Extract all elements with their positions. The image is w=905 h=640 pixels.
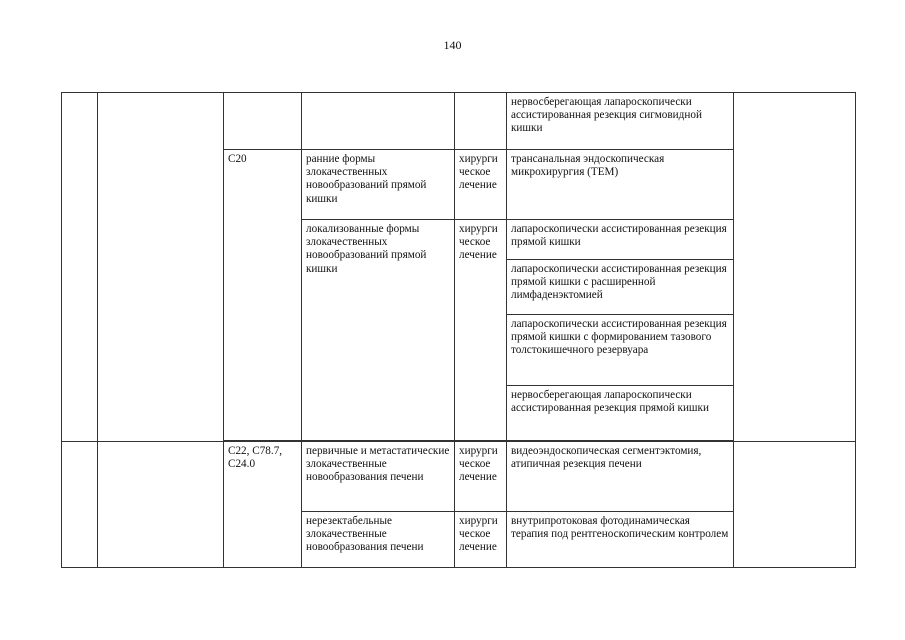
cell-diagnosis: локализованные формы злокачественных новообразований прямой кишки [302,220,455,441]
cell-diagnosis: ранние формы злокачественных новообразований прямой кишки [302,150,455,220]
cell-norm [734,442,856,568]
cell-code: C22, C78.7, C24.0 [224,442,302,568]
cell-number [62,442,98,568]
cell-treatment: хирургическое лечение [455,512,507,568]
cell-code: C20 [224,150,302,441]
cell-number [62,93,98,442]
cell-method: видеоэндоскопическая сегментэктомия, атипичная резекция печени [507,442,734,512]
cell-method: лапароскопически ассистированная резекция прямой кишки с формированием тазового толстокишечного резервуара [507,315,734,386]
medical-care-table [61,92,856,568]
cell-method: внутрипротоковая фотодинамическая терапия под рентгеноскопическим контролем [507,512,734,568]
cell-care-type [98,442,224,568]
cell-treatment [455,93,507,150]
cell-method: лапароскопически ассистированная резекция прямой кишки с расширенной лимфаденэктомией [507,260,734,315]
cell-treatment: хирургическое лечение [455,150,507,220]
table-row [62,93,856,150]
cell-method: лапароскопически ассистированная резекция прямой кишки [507,220,734,260]
cell-code [224,93,302,150]
page-number: 140 [443,38,462,52]
cell-treatment: хирургическое лечение [455,442,507,512]
cell-diagnosis: первичные и метастатические злокачественные новообразования печени [302,442,455,512]
cell-method: нервосберегающая лапароскопически ассистированная резекция сигмовидной кишки [507,93,734,150]
cell-norm [734,93,856,442]
cell-diagnosis: нерезектабельные злокачественные новообразования печени [302,512,455,568]
cell-method: трансанальная эндоскопическая микрохирургия (ТЕМ) [507,150,734,220]
cell-diagnosis [302,93,455,150]
cell-method: нервосберегающая лапароскопически ассистированная резекция прямой кишки [507,386,734,441]
cell-treatment: хирургическое лечение [455,220,507,441]
cell-care-type [98,93,224,442]
table-row [62,442,856,512]
